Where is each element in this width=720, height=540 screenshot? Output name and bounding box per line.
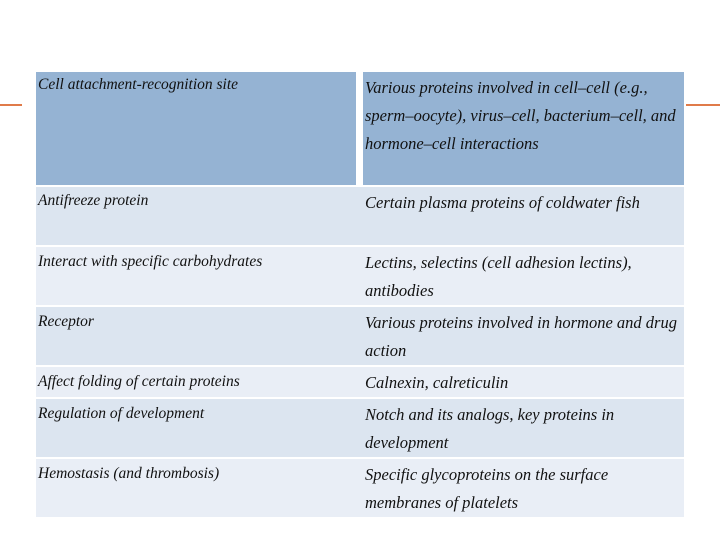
accent-line-right <box>686 104 720 106</box>
column-gap <box>356 246 363 306</box>
function-cell: Regulation of development <box>36 398 356 458</box>
function-cell: Interact with specific carbohydrates <box>36 246 356 306</box>
function-cell: Receptor <box>36 306 356 366</box>
table-row <box>36 72 684 186</box>
table-row <box>36 306 684 366</box>
column-gap <box>356 72 363 186</box>
function-cell: Cell attachment-recognition site <box>36 72 356 186</box>
accent-line-left <box>0 104 22 106</box>
examples-cell: Calnexin, calreticulin <box>363 366 684 398</box>
function-cell: Antifreeze protein <box>36 186 356 246</box>
function-cell: Affect folding of certain proteins <box>36 366 356 398</box>
table-row <box>36 366 684 398</box>
examples-cell: Lectins, selectins (cell adhesion lectins), antibodies <box>363 246 684 306</box>
column-gap <box>356 186 363 246</box>
table-row <box>36 186 684 246</box>
examples-cell: Notch and its analogs, key proteins in development <box>363 398 684 458</box>
column-gap <box>356 306 363 366</box>
examples-cell: Certain plasma proteins of coldwater fish <box>363 186 684 246</box>
table-row <box>36 246 684 306</box>
examples-cell: Various proteins involved in cell–cell (e.g., sperm–oocyte), virus–cell, bacterium–cell, and hormone–cell interactions <box>363 72 684 186</box>
table-row <box>36 398 684 458</box>
column-gap <box>356 366 363 398</box>
examples-cell: Specific glycoproteins on the surface membranes of platelets <box>363 458 684 518</box>
table-row <box>36 458 684 518</box>
examples-cell: Various proteins involved in hormone and drug action <box>363 306 684 366</box>
column-gap <box>356 398 363 458</box>
column-gap <box>356 458 363 518</box>
glycoprotein-functions-table <box>36 72 684 519</box>
function-cell: Hemostasis (and thrombosis) <box>36 458 356 518</box>
